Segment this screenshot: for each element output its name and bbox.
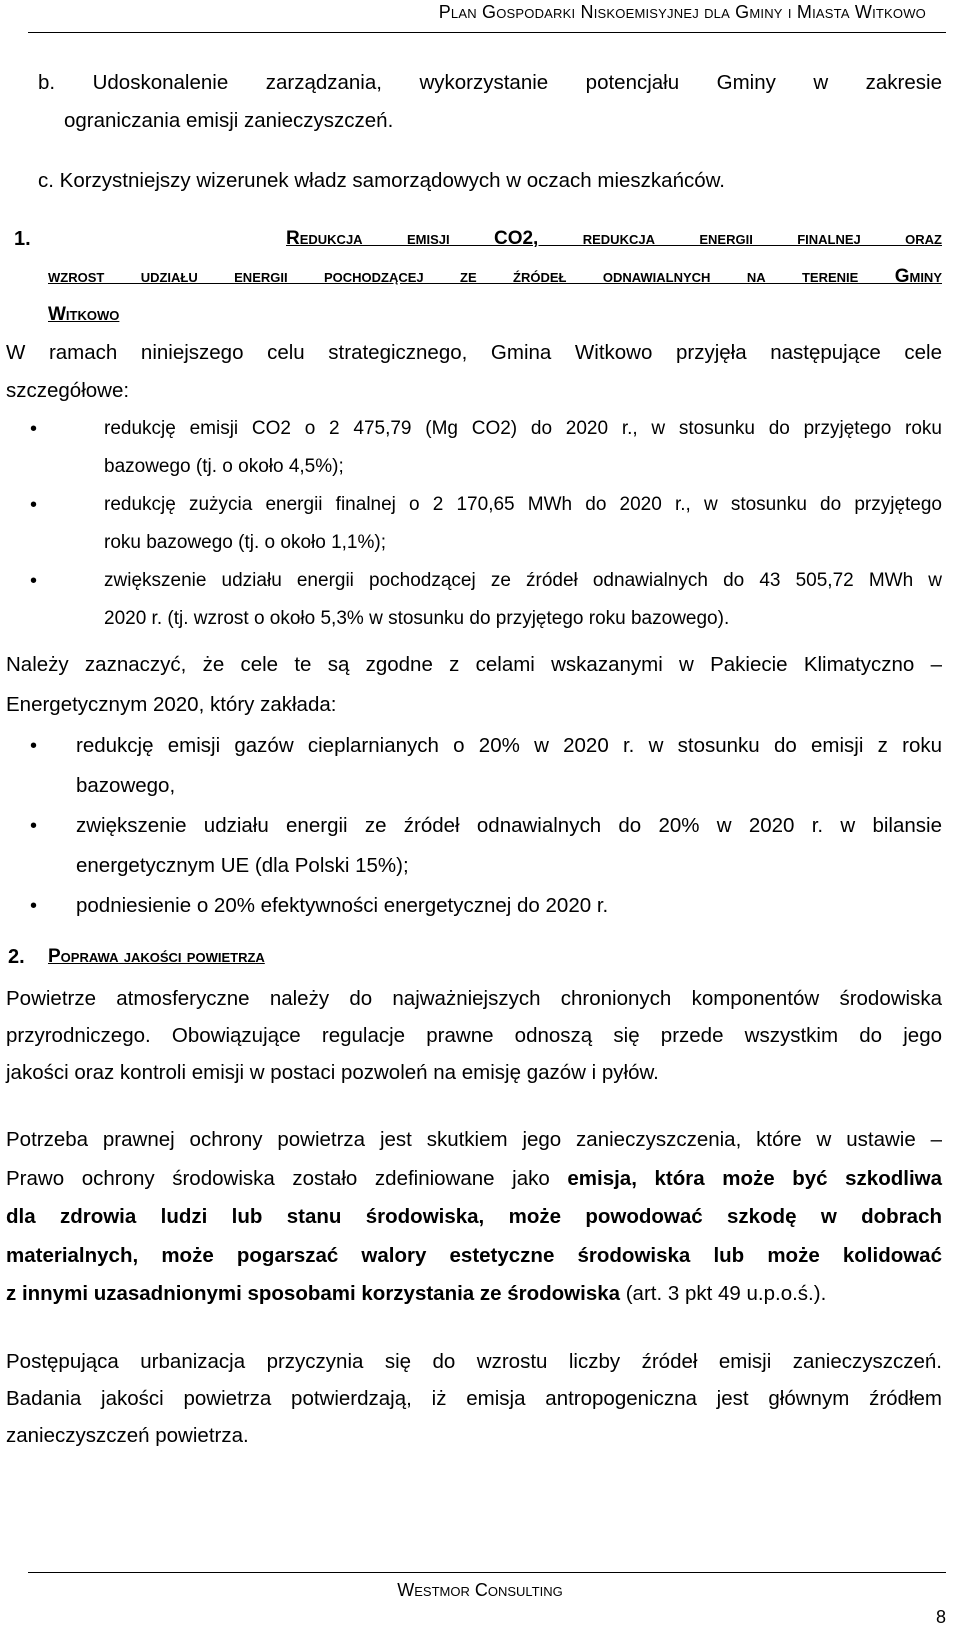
- section2-paragraph-1: [6, 980, 942, 1091]
- list-item: [30, 562, 942, 638]
- list-item-line1: redukcję zużycia energii finalnej o 2 170,65 MWh do 2020 r., w stosunku do przyjętego: [104, 494, 942, 515]
- section2-p1-line3: jakości oraz kontroli emisji w postaci pozwoleń na emisję gazów i pyłów.: [6, 1061, 659, 1084]
- list-item-line2: bazowego (tj. o około 4,5%);: [104, 456, 344, 477]
- bullet-icon: •: [30, 570, 38, 592]
- section2-p2-line5: z innymi uzasadnionymi sposobami korzystania ze środowiska (art. 3 pkt 49 u.p.o.ś.).: [6, 1282, 827, 1305]
- section2-p3-line2: Badania jakości powietrza potwierdzają, iż emisja antropogeniczna jest głównym źródłem: [6, 1387, 942, 1410]
- goals-list: [30, 410, 942, 638]
- section2-paragraph-2: [6, 1121, 942, 1314]
- section2-paragraph-3: [6, 1343, 942, 1454]
- section1-intro: [6, 334, 942, 410]
- section1-title-line2: wzrost udziału energii pochodzącej ze źródeł odnawialnych na terenie Gminy: [48, 266, 942, 287]
- footer-rule: [28, 1572, 946, 1573]
- bullet-icon: •: [30, 494, 38, 516]
- section2-p2-line1: Potrzeba prawnej ochrony powietrza jest skutkiem jego zanieczyszczenia, które w ustawie –: [6, 1128, 942, 1151]
- list-item-line2: bazowego,: [76, 774, 176, 797]
- section2-p3-line1: Postępująca urbanizacja przyczynia się do wzrostu liczby źródeł emisji zanieczyszczeń.: [6, 1350, 942, 1373]
- list-item: [30, 726, 942, 806]
- section1-number: 1.: [14, 228, 31, 250]
- list-item: [30, 806, 942, 886]
- pakiet-line2: Energetycznym 2020, który zakłada:: [6, 693, 337, 716]
- pakiet-list: [30, 726, 942, 926]
- list-item: [30, 410, 942, 486]
- page-number: 8: [935, 1607, 946, 1627]
- bullet-icon: •: [30, 418, 38, 440]
- section2-p2-line2: Prawo ochrony środowiska zostało zdefiniowane jako emisja, która może być szkodliwa: [6, 1166, 942, 1190]
- section2-p1-line1: Powietrze atmosferyczne należy do najważniejszych chronionych komponentów środowiska: [6, 987, 942, 1010]
- section1-intro-line2: szczegółowe:: [6, 379, 130, 402]
- emission-definition-bold: emisja, która może być szkodliwa: [567, 1166, 942, 1190]
- list-item-line1: zwiększenie udziału energii ze źródeł odnawialnych do 20% w 2020 r. w bilansie: [76, 814, 942, 837]
- list-item-line1: zwiększenie udziału energii pochodzącej ze źródeł odnawialnych do 43 505,72 MWh w: [104, 570, 942, 591]
- list-item-line2: roku bazowego (tj. o około 1,1%);: [104, 532, 386, 553]
- header-rule: [28, 32, 946, 33]
- item-c: c. Korzystniejszy wizerunek władz samorządowych w oczach mieszkańców.: [38, 169, 726, 192]
- bullet-icon: •: [30, 815, 38, 837]
- section2-p3-line3: zanieczyszczeń powietrza.: [6, 1424, 249, 1447]
- list-item-line2: energetycznym UE (dla Polski 15%);: [76, 854, 409, 877]
- section2-p2-line4: materialnych, może pogarszać walory estetyczne środowiska lub może kolidować: [6, 1243, 942, 1267]
- list-item-line1: redukcję emisji gazów cieplarnianych o 20% w 2020 r. w stosunku do emisji z roku: [76, 734, 942, 757]
- bullet-icon: •: [30, 895, 38, 917]
- section1-intro-line1: W ramach niniejszego celu strategicznego, Gmina Witkowo przyjęła następujące cele: [6, 341, 942, 364]
- list-item: [30, 886, 942, 926]
- footer-company: Westmor Consulting: [397, 1580, 563, 1600]
- item-b: [38, 64, 942, 140]
- section2-number: 2.: [8, 946, 25, 968]
- section2-p2-line3: dla zdrowia ludzi lub stanu środowiska, może powodować szkodę w dobrach: [6, 1205, 942, 1228]
- item-b-line2: ograniczania emisji zanieczyszczeń.: [64, 109, 394, 132]
- section2-title: Poprawa jakości powietrza: [48, 946, 265, 967]
- pakiet-line1: Należy zaznaczyć, że cele te są zgodne z celami wskazanymi w Pakiecie Klimatyczno –: [6, 653, 942, 676]
- list-item: [30, 486, 942, 562]
- running-header: Plan Gospodarki Niskoemisyjnej dla Gminy i Miasta Witkowo: [438, 2, 926, 22]
- item-b-line1: b. Udoskonalenie zarządzania, wykorzystanie potencjału Gminy w zakresie: [38, 71, 942, 94]
- list-item-line2: 2020 r. (tj. wzrost o około 5,3% w stosunku do przyjętego roku bazowego).: [104, 608, 730, 629]
- list-item-line1: redukcję emisji CO2 o 2 475,79 (Mg CO2) do 2020 r., w stosunku do przyjętego roku: [104, 418, 942, 439]
- bullet-icon: •: [30, 735, 38, 757]
- section2-p1-line2: przyrodniczego. Obowiązujące regulacje prawne odnoszą się przede wszystkim do jego: [6, 1024, 942, 1047]
- section1-title-line3: Witkowo: [48, 304, 120, 325]
- pakiet-paragraph: [6, 645, 942, 725]
- list-item-line1: podniesienie o 20% efektywności energetycznej do 2020 r.: [76, 894, 609, 917]
- section1-title-line1: Redukcja emisji CO2, redukcja energii finalnej oraz: [286, 228, 942, 249]
